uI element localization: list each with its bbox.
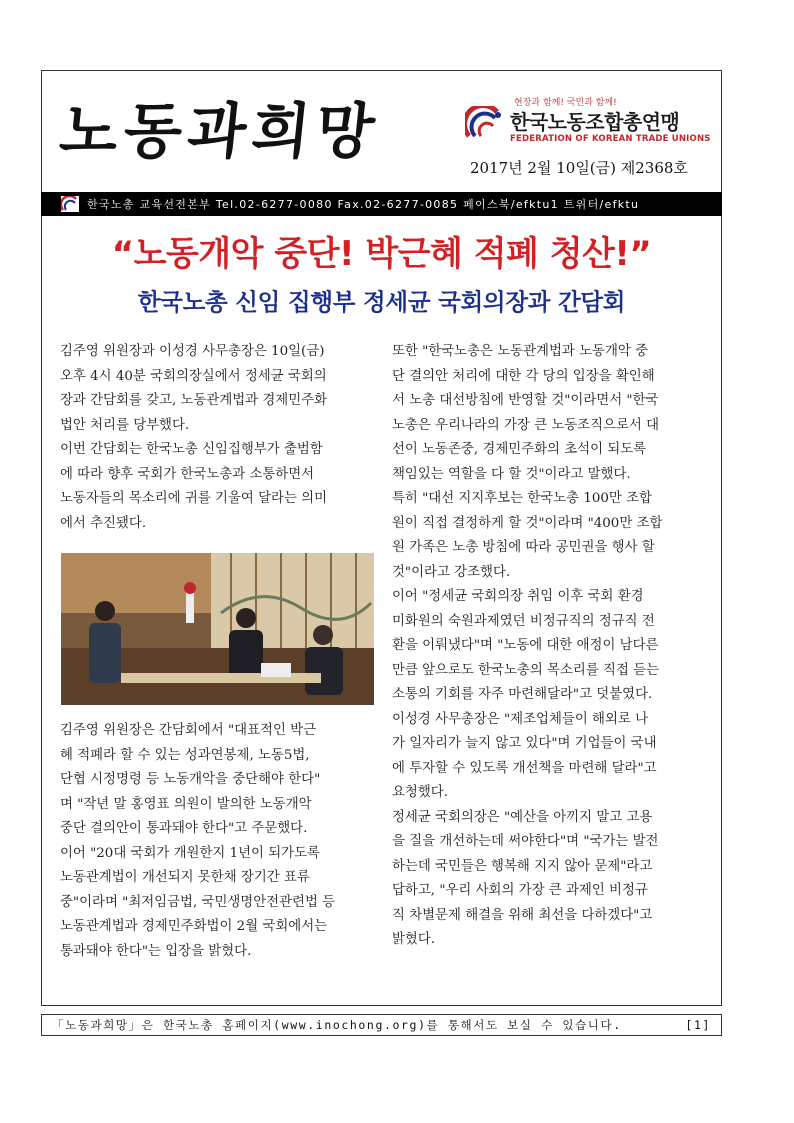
text-line: 이성경 사무총장은 "제조업체들이 해외로 나: [392, 711, 649, 727]
text-line: 것"이라고 강조했다.: [392, 564, 511, 580]
text-line: 중"이라며 "최저임금법, 국민생명안전관련법 등: [60, 894, 336, 910]
text-line: 을 질을 개선하는데 써야한다"며 "국가는 발전: [392, 834, 659, 849]
text-line: 선이 노동존중, 경제민주화의 초석이 되도록: [392, 442, 647, 457]
text-line: 중단 결의안이 통과돼야 한다"고 주문했다.: [60, 821, 308, 836]
text-line: 원 가족은 노총 방침에 따라 공민권을 행사 할: [392, 540, 655, 555]
contact-info: 한국노총 교육선전본부 Tel.02-6277-0080 Fax.02-6277-0085 페이스북/efktu1 트위터/efktu: [87, 198, 640, 211]
text-line: 노동관계법과 경제민주화법이 2월 국회에서는: [60, 919, 328, 934]
text-line: 서 노총 대선방침에 반영할 것"이라면서 "한국: [392, 393, 659, 408]
article-left-bottom: [60, 719, 374, 964]
contact-bar: [41, 192, 722, 216]
text-line: 소통의 기회를 자주 마련해달라"고 덧붙였다.: [392, 687, 653, 702]
text-line: 법안 처리를 당부했다.: [60, 417, 190, 433]
text-line: 혜 적폐라 할 수 있는 성과연봉제, 노동5법,: [60, 747, 310, 763]
text-line: 노총은 우리나라의 가장 큰 노동조직으로서 대: [392, 417, 660, 433]
text-line: 노동관계법이 개선되지 못한채 장기간 표류: [60, 870, 310, 885]
text-line: 장과 간담회를 갖고, 노동관계법과 경제민주화: [60, 393, 328, 408]
newsletter-title: 노동과희망: [56, 97, 384, 167]
issue-date: 2017년 2월 10일(금) 제2368호: [470, 159, 688, 177]
text-line: 밝혔다.: [392, 932, 436, 947]
text-line: 정세균 국회의장은 "예산을 아끼지 말고 고용: [392, 809, 653, 825]
footer-note: 「노동과희망」은 한국노총 홈페이지(www.inochong.org)를 통해서도 보실 수 있습니다.: [52, 1018, 622, 1032]
text-line: 이어 "20대 국회가 개원한지 1년이 되가도록: [60, 845, 320, 861]
article-right: [392, 340, 706, 953]
text-line: 이어 "정세균 국회의장 취임 이후 국회 환경: [392, 589, 644, 604]
org-name-english: FEDERATION OF KOREAN TRADE UNIONS: [510, 134, 711, 144]
text-line: 에 따라 향후 국회가 한국노총과 소통하면서: [60, 466, 315, 482]
text-line: 답하고, "우리 사회의 가장 큰 과제인 비정규: [392, 883, 648, 898]
article-left-top: [60, 340, 374, 536]
text-line: 요청했다.: [392, 785, 448, 800]
text-line: 만큼 앞으로도 한국노총의 목소리를 직접 듣는: [392, 662, 660, 678]
fktu-small-logo-icon: [61, 196, 79, 212]
headline: “노동개악 중단! 박근혜 적폐 청산!”: [111, 234, 652, 274]
text-line: 하는데 국민들은 행복해 지지 않아 문제"라고: [392, 858, 653, 874]
text-line: 노동자들의 목소리에 귀를 기울여 달라는 의미: [60, 491, 328, 506]
page-number: [1]: [685, 1018, 711, 1032]
page-footer: [41, 1014, 722, 1036]
text-line: 이번 간담회는 한국노총 신임집행부가 출범함: [60, 442, 323, 457]
org-slogan: 현장과 함께! 국민과 함께!: [514, 98, 617, 108]
text-line: 단협 시정명령 등 노동개악을 중단해야 한다": [60, 772, 321, 787]
text-line: 김주영 위원장은 간담회에서 "대표적인 박근: [60, 723, 317, 738]
text-line: 특히 "대선 지지후보는 한국노총 100만 조합: [392, 491, 652, 506]
text-line: 책임있는 역할을 다 할 것"이라고 말했다.: [392, 466, 631, 482]
meeting-photo: [61, 553, 374, 705]
text-line: 단 결의안 처리에 대한 각 당의 입장을 확인해: [392, 368, 655, 384]
text-line: 김주영 위원장과 이성경 사무총장은 10일(금): [60, 344, 325, 359]
text-line: 원이 직접 결정하게 할 것"이라며 "400만 조합: [392, 515, 663, 531]
text-line: 환을 이뤄냈다"며 "노동에 대한 애정이 남다른: [392, 638, 659, 653]
text-line: 오후 4시 40분 국회의장실에서 정세균 국회의: [60, 368, 327, 384]
text-line: 며 "작년 말 홍영표 의원이 발의한 노동개악: [60, 796, 312, 812]
fktu-logo-icon: [465, 106, 505, 140]
text-line: 에 투자할 수 있도록 개선책을 마련해 달라"고: [392, 760, 657, 776]
text-line: 통과돼야 한다"는 입장을 밝혔다.: [60, 943, 252, 959]
subheadline: 한국노총 신임 집행부 정세균 국회의장과 간담회: [137, 288, 626, 316]
text-line: 직 차별문제 해결을 위해 최선을 다하겠다"고: [392, 907, 653, 923]
text-line: 가 일자리가 늘지 않고 있다"며 기업들이 국내: [392, 736, 657, 751]
text-line: 에서 추진됐다.: [60, 515, 147, 531]
text-line: 또한 "한국노총은 노동관계법과 노동개악 중: [392, 344, 649, 359]
org-name: 한국노동조합총연맹: [510, 110, 680, 134]
text-line: 미화원의 숙원과제였던 비정규직의 정규직 전: [392, 613, 655, 629]
